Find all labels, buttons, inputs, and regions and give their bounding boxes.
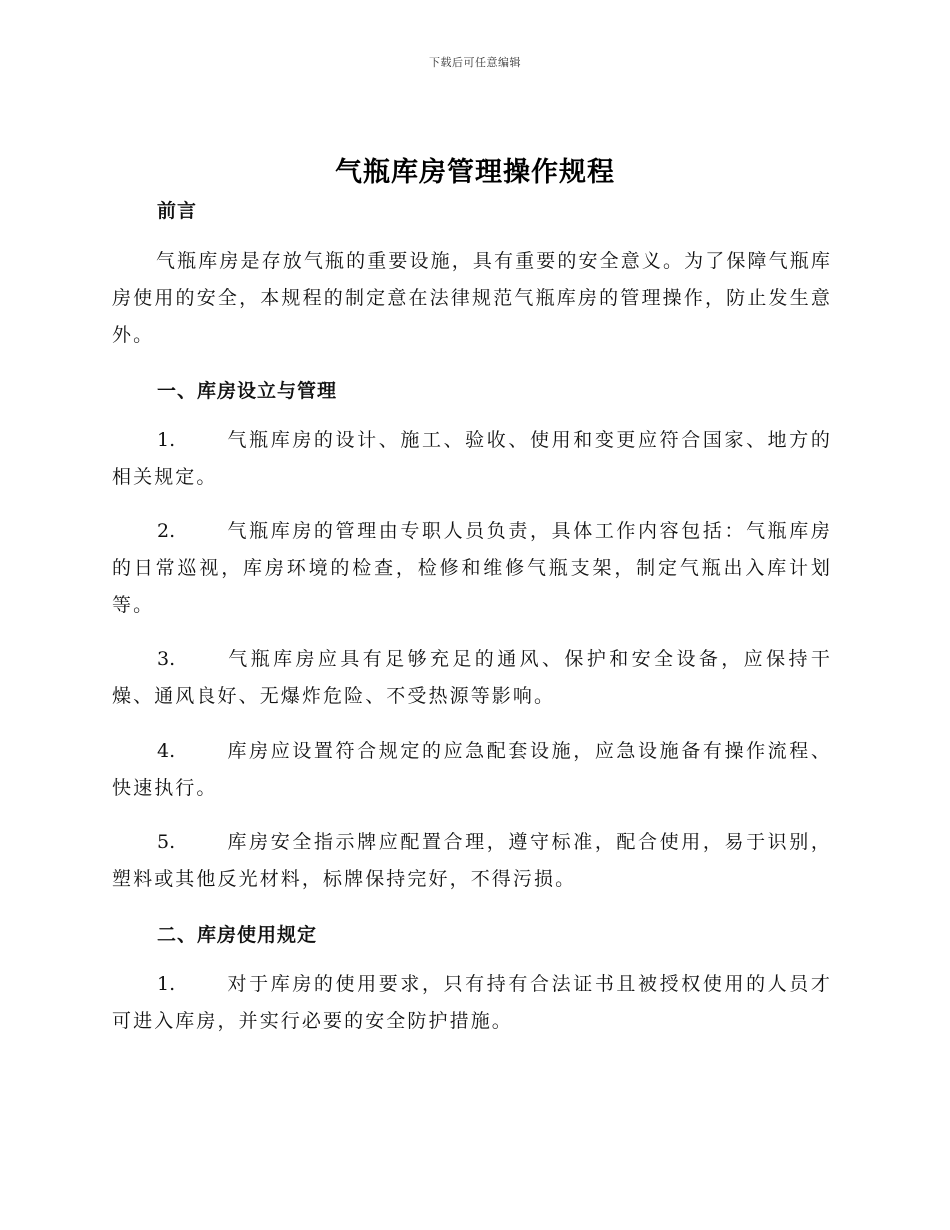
document-title: 气瓶库房管理操作规程 [335, 157, 615, 188]
section-1-item-1 [112, 422, 832, 496]
page-header-note: 下载后可任意编辑 [429, 56, 521, 69]
preface-paragraph: 气瓶库房是存放气瓶的重要设施，具有重要的安全意义。为了保障气瓶库房使用的安全，本规程的制定意在法律规范气瓶库房的管理操作，防止发生意外。 [112, 250, 832, 346]
section-2-heading: 二、库房使用规定 [157, 924, 318, 946]
item-number: 1. [157, 973, 176, 995]
item-number: 2. [157, 520, 176, 542]
section-1-item-5 [112, 824, 832, 898]
section-1-item-3 [112, 641, 832, 715]
item-text: 库房应设置符合规定的应急配套设施，应急设施备有操作流程、快速执行。 [112, 740, 832, 799]
item-text: 气瓶库房应具有足够充足的通风、保护和安全设备，应保持干燥、通风良好、无爆炸危险、不受热源等影响。 [112, 648, 832, 707]
item-text: 库房安全指示牌应配置合理，遵守标准，配合使用，易于识别，塑料或其他反光材料，标牌保持完好，不得污损。 [112, 831, 832, 890]
item-text: 气瓶库房的设计、施工、验收、使用和变更应符合国家、地方的相关规定。 [112, 429, 832, 488]
preface-heading: 前言 [157, 200, 198, 222]
item-number: 1. [157, 429, 176, 451]
section-1-item-4 [112, 733, 832, 807]
item-number: 3. [157, 648, 176, 670]
item-number: 5. [157, 831, 176, 853]
item-text: 对于库房的使用要求，只有持有合法证书且被授权使用的人员才可进入库房，并实行必要的安全防护措施。 [112, 973, 832, 1032]
section-1-heading: 一、库房设立与管理 [157, 380, 338, 402]
section-2-item-1 [112, 966, 832, 1040]
item-text: 气瓶库房的管理由专职人员负责，具体工作内容包括：气瓶库房的日常巡视，库房环境的检查，检修和维修气瓶支架，制定气瓶出入库计划等。 [112, 520, 832, 616]
item-number: 4. [157, 740, 176, 762]
section-1-item-2 [112, 513, 832, 624]
